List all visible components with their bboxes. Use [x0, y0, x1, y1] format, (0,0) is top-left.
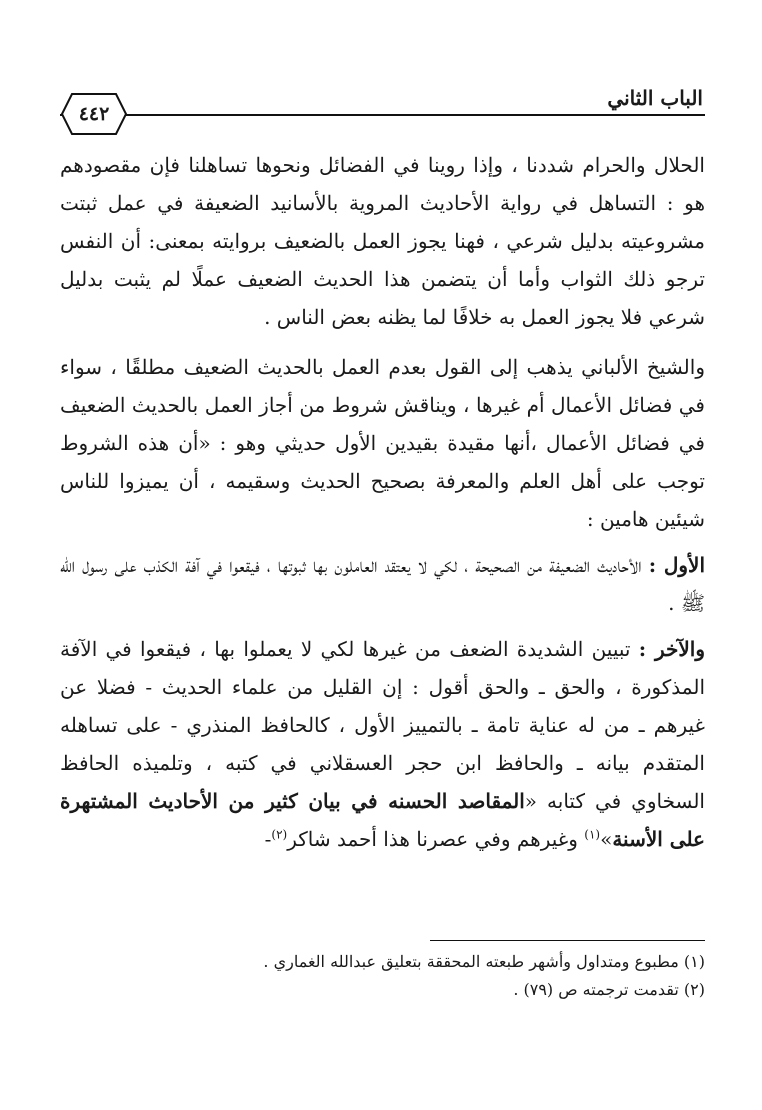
footnote-2: (٢) تقدمت ترجمته ص (٧٩) . — [513, 980, 705, 999]
item-second-text-4: - — [264, 827, 272, 851]
footnote-ref-1: (١) — [584, 827, 601, 842]
paragraph-2: والشيخ الألباني يذهب إلى القول بعدم العمل بالحديث الضعيف مطلقًا ، سواء في فضائل الأعمال أم غيرها ، ويناقش شروط من أجاز العمل بالحديث الضعيف في فضائل الأعمال ،أنها مقيدة بقيدين الأول حديثي وهو : «أن هذه الشروط توجب على أهل العلم والمعرفة بصحيح الحديث وسقيمه ، أن يميزوا للناس شيئين هامين : — [60, 355, 705, 531]
page-number-badge — [60, 92, 128, 136]
main-text — [60, 146, 705, 858]
item-second-text-2: » — [600, 827, 613, 851]
book-title: المقاصد الحسنه في بيان كثير من الأحاديث المشتهرة على الأسنة — [60, 789, 705, 851]
item-first — [60, 546, 705, 622]
page-header — [60, 80, 705, 125]
item-second — [60, 630, 705, 858]
item-second-text-3: وغيرهم وفي عصرنا هذا أحمد شاكر — [287, 827, 585, 851]
page-number: ٤٤٢ — [78, 103, 110, 125]
header-rule — [60, 114, 705, 116]
footnote-separator — [430, 940, 705, 941]
item-first-label: الأول : — [648, 553, 706, 577]
footnote-1: (١) مطبوع ومتداول وأشهر طبعته المحققة بتعليق عبدالله الغماري . — [263, 952, 705, 971]
chapter-title: الباب الثاني — [607, 86, 703, 110]
item-second-label: والآخر : — [638, 637, 705, 661]
footnote-ref-2: (٢) — [271, 827, 288, 842]
item-first-text: الأحاديث الضعيفة من الصحيحة ، لكي لا يعتقد العاملون بها ثبوتها ، فيقعوا في آفة الكذب على رسول الله ﷺ . — [60, 553, 705, 615]
item-second-text-1: تبيين الشديدة الضعف من غيرها لكي لا يعملوا بها ، فيقعوا في الآفة المذكورة ، والحق ـ والحق أقول : إن القليل من علماء الحديث - فضلا عن غيرهم ـ من له عناية تامة ـ بالتمييز الأول ، كالحافظ المنذري - على تساهله المتقدم بيانه ـ والحافظ ابن حجر العسقلاني في كتبه ، وتلميذه الحافظ السخاوي في كتابه « — [60, 637, 705, 813]
footnotes — [60, 948, 705, 1004]
paragraph-1: الحلال والحرام شددنا ، وإذا روينا في الفضائل ونحوها تساهلنا فإن مقصودهم هو : التساهل في رواية الأحاديث المروية بالأسانيد الضعيفة في عمل ثبتت مشروعيته بدليل شرعي ، فهنا يجوز العمل بالضعيف بروايته بمعنى: أن النفس ترجو ذلك الثواب وأما أن يتضمن هذا الحديث الضعيف عملًا لم يثبت بدليل شرعي فلا يجوز العمل به خلافًا لما يظنه بعض الناس . — [60, 153, 705, 329]
